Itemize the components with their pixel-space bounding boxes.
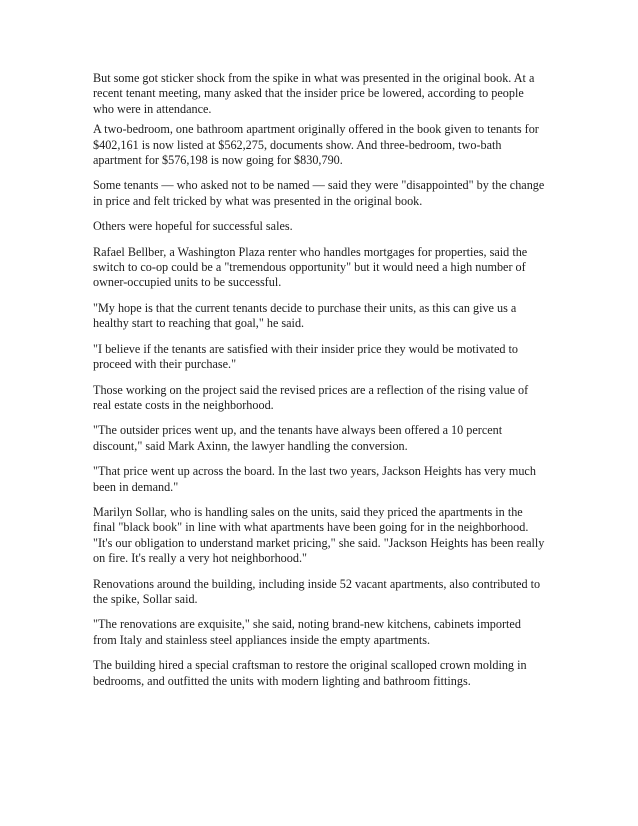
paragraph-craftsman: The building hired a special craftsman to restore the original scalloped crown molding in bedrooms, and outfitted the units with modern lighting and bathroom fittings. bbox=[93, 658, 527, 688]
paragraph-others-hopeful: Others were hopeful for successful sales. bbox=[93, 219, 293, 234]
paragraph-rafael-bellber: Rafael Bellber, a Washington Plaza renter who handles mortgages for properties, said the switch to co-op could be a "tremendous opportunity" but it would need a high number of owner-occupied units to be successful. bbox=[93, 244, 528, 290]
paragraph-quote-hope: "My hope is that the current tenants decide to purchase their units, as this can give us a healthy start to reaching that goal," he said. bbox=[93, 300, 517, 331]
paragraph-quote-exquisite: "The renovations are exquisite," she said, noting brand-new kitchens, cabinets imported from Italy and stainless steel appliances inside the empty apartments. bbox=[93, 617, 521, 647]
paragraph-revised-prices: Those working on the project said the revised prices are a reflection of the rising value of real estate costs in the neighborhood. bbox=[93, 382, 529, 412]
paragraph-apartment-prices: A two-bedroom, one bathroom apartment originally offered in the book given to tenants for $402,161 is now listed at $562,275, documents show. And three-bedroom, two-bath apartment for $576,198 is now going for $830,790. bbox=[93, 122, 539, 168]
article-body bbox=[93, 71, 545, 699]
paragraph-quote-demand: "That price went up across the board. In the last two years, Jackson Heights has very much been in demand." bbox=[93, 464, 536, 494]
paragraph-marilyn-sollar: Marilyn Sollar, who is handling sales on the units, said they priced the apartments in the final "black book" in line with what apartments have been going for in the neighborhood. "It's our obligation to understand market pricing," she said. "Jackson Heights has been really on fire. It's really a very hot neighborhood." bbox=[93, 504, 545, 566]
paragraph-renovations: Renovations around the building, including inside 52 vacant apartments, also contributed to the spike, Sollar said. bbox=[93, 576, 541, 606]
paragraph-tenants-disappointed: Some tenants — who asked not to be named — said they were "disappointed" by the change in price and felt tricked by what was presented in the original book. bbox=[93, 178, 545, 208]
paragraph-sticker-shock: But some got sticker shock from the spike in what was presented in the original book. At a recent tenant meeting, many asked that the insider price be lowered, according to people who were in attendance. bbox=[93, 71, 535, 116]
paragraph-quote-outsider-prices: "The outsider prices went up, and the tenants have always been offered a 10 percent discount," said Mark Axinn, the lawyer handling the conversion. bbox=[93, 423, 503, 453]
paragraph-quote-insider-price: "I believe if the tenants are satisfied with their insider price they would be motivated to proceed with their purchase." bbox=[93, 341, 518, 372]
